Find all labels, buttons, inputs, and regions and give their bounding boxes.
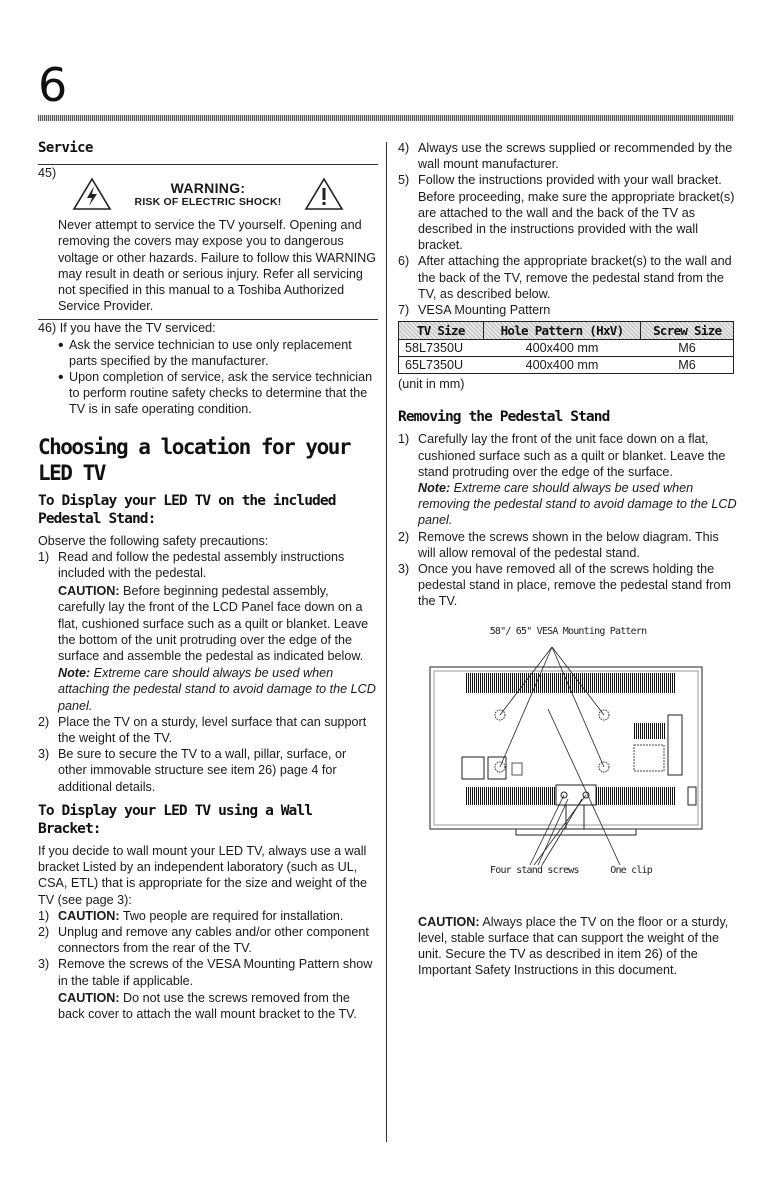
remove-steps — [398, 431, 738, 609]
pedestal-note — [58, 665, 378, 714]
step-text: Unplug and remove any cables and/or other component connectors from the rear of the TV. — [58, 924, 369, 956]
wall-steps — [38, 908, 378, 1022]
wall-intro: If you decide to wall mount your LED TV, always use a wall bracket Listed by an independent laboratory (such as UL, CSA, ETL) that is appropriate for the size and weight of the TV (see page 3): — [38, 843, 368, 907]
remove-step-3 — [398, 561, 738, 610]
step-text — [58, 908, 378, 924]
warning-subtitle: RISK OF ELECTRIC SHOCK! — [134, 196, 282, 209]
step-number: 2) — [398, 529, 410, 544]
vesa-diagram — [398, 626, 738, 896]
wall-step-4 — [398, 140, 738, 172]
step-number: 3) — [38, 747, 50, 762]
step-text: Place the TV on a sturdy, level surface that can support the weight of the TV. — [58, 714, 367, 746]
left-column — [38, 140, 378, 1022]
electric-shock-warning-icon — [72, 177, 112, 211]
step-number: 6) — [398, 254, 410, 269]
service-bullet-1 — [38, 337, 378, 369]
step-text: Follow the instructions provided with your wall bracket. Before proceeding, make sure the appropriate bracket(s) are attached to the wall and the back of the TV as described in the instructions provided with the wall bracket. — [418, 173, 735, 253]
step-number: 4) — [398, 141, 410, 155]
table-row — [399, 357, 734, 374]
warning-box — [38, 177, 378, 211]
page-number: 6 — [38, 58, 68, 112]
caution-text: Before beginning pedestal assembly, carefully lay the front of the LCD Panel face down on a flat, cushioned surface such as a quilt or blanket. Leave the bottom of the unit protruding over the edge of the surface and assemble the pedestal as indicated below. — [58, 584, 369, 664]
caution-label: CAUTION: — [418, 914, 480, 929]
wall-bracket-heading: To Display your LED TV using a Wall Bracket: — [38, 802, 313, 837]
note-label: Note: — [58, 666, 91, 681]
bullet-text: Upon completion of service, ask the service technician to perform routine safety checks to determine that the TV is in safe operating condition. — [69, 370, 373, 417]
step-number: 1) — [38, 549, 50, 564]
step-number: 2) — [38, 714, 50, 729]
warning-title: WARNING: — [170, 180, 246, 197]
step-text: Remove the screws of the VESA Mounting Pattern show in the table if applicable. — [58, 957, 373, 988]
remove-pedestal-heading: Removing the Pedestal Stand — [398, 409, 610, 426]
step-number: 3) — [38, 957, 50, 972]
wall-step-7 — [398, 302, 738, 318]
label-stand-screws: Four stand screws — [490, 864, 579, 876]
step-text: Remove the screws shown in the below diagram. This will allow removal of the pedestal stand. — [418, 529, 719, 560]
tv-back-diagram — [398, 639, 738, 869]
caution-label: CAUTION: — [58, 990, 120, 1005]
step-text: After attaching the appropriate bracket(s) to the wall and the back of the TV, remove the pedestal stand from the TV, as described below. — [418, 254, 732, 301]
label-clip: One clip — [610, 864, 652, 876]
step-text: Always use the screws supplied or recommended by the wall mount manufacturer. — [418, 141, 733, 172]
warning-body: Never attempt to service the TV yourself. Opening and removing the covers may expose you to dangerous voltage or other hazards. Failure to follow this WARNING may result in death or serious injury. Refer all servicing not specified in this manual to a Toshiba Authorized Service Provider. — [58, 218, 376, 314]
item-46: 46) If you have the TV serviced: — [38, 321, 216, 336]
bullet-dot: • — [58, 336, 64, 354]
step-text: Read and follow the pedestal assembly instructions included with the pedestal. — [58, 549, 345, 581]
location-heading: Choosing a location for your LED TV — [38, 434, 351, 485]
step-number: 5) — [398, 173, 410, 188]
remove-note — [418, 480, 738, 529]
step-number: 1) — [38, 908, 50, 923]
table-cell: M6 — [641, 340, 734, 357]
vesa-table-header — [399, 322, 734, 340]
note-text: Extreme care should always be used when removing the pedestal stand to avoid damage to the LCD panel. — [418, 481, 737, 528]
caution-text: Two people are required for installation. — [119, 908, 344, 923]
wall-step-3 — [38, 956, 378, 1022]
caution-label: CAUTION: — [58, 584, 120, 599]
pedestal-intro: Observe the following safety precautions: — [38, 533, 269, 548]
wall-caution — [58, 990, 378, 1022]
remove-step-2 — [398, 529, 738, 561]
right-column — [398, 140, 738, 978]
wall-steps-continued — [398, 140, 738, 318]
bullet-dot: • — [58, 369, 64, 387]
caution-text: Always place the TV on the floor or a sturdy, level, stable surface that can support the weight of the unit. Secure the TV as described in item 26) of the Important Safety Instructions in this document. — [418, 914, 729, 978]
remove-step-1 — [398, 431, 738, 528]
table-row — [399, 340, 734, 357]
diagram-title: 58"/ 65" VESA Mounting Pattern — [489, 625, 647, 637]
diagram-labels — [398, 865, 738, 876]
final-caution — [398, 914, 738, 979]
warning-text — [135, 180, 282, 208]
table-cell: 400x400 mm — [483, 357, 641, 374]
pedestal-step-1 — [38, 549, 378, 714]
table-cell: 58L7350U — [399, 340, 484, 357]
vesa-table — [398, 321, 734, 374]
step-number: 7) — [398, 303, 410, 318]
note-label: Note: — [418, 481, 451, 496]
step-text: Once you have removed all of the screws holding the pedestal stand in place, remove the pedestal stand from the TV. — [418, 562, 731, 609]
table-cell: M6 — [641, 357, 734, 374]
pedestal-step-3 — [38, 746, 378, 795]
table-cell: 65L7350U — [399, 357, 484, 374]
step-number: 3) — [398, 562, 410, 577]
wall-step-1 — [38, 908, 378, 924]
pedestal-heading: To Display your LED TV on the included Pedestal Stand: — [38, 492, 336, 527]
column-header: TV Size — [399, 322, 484, 340]
pedestal-steps — [38, 549, 378, 795]
service-bullet-2 — [38, 369, 378, 418]
caution-label: CAUTION: — [58, 908, 120, 923]
note-text: Extreme care should always be used when attaching the pedestal stand to avoid damage to the LCD panel. — [58, 666, 376, 713]
table-cell: 400x400 mm — [483, 340, 641, 357]
pedestal-caution — [58, 583, 378, 664]
item-45-number: 45) — [38, 166, 57, 180]
step-number: 1) — [398, 432, 410, 447]
unit-note: (unit in mm) — [398, 377, 465, 392]
step-number: 2) — [38, 924, 50, 939]
column-header: Screw Size — [641, 322, 734, 340]
bullet-text: Ask the service technician to use only replacement parts specified by the manufacturer. — [69, 337, 352, 368]
header-band — [38, 115, 734, 121]
wall-step-6 — [398, 253, 738, 302]
exclamation-warning-icon — [304, 177, 344, 211]
pedestal-step-2 — [38, 714, 378, 746]
service-heading: Service — [38, 140, 93, 156]
column-divider — [386, 142, 387, 1142]
step-text: VESA Mounting Pattern — [418, 303, 551, 318]
wall-step-5 — [398, 172, 738, 253]
caution-text: Do not use the screws removed from the back cover to attach the wall mount bracket to the TV. — [58, 990, 357, 1021]
step-text: Carefully lay the front of the unit face down on a flat, cushioned surface such as a quilt or blanket. Leave the stand protruding over the edge of the surface. — [418, 432, 726, 479]
wall-step-2 — [38, 924, 378, 956]
step-text: Be sure to secure the TV to a wall, pillar, surface, or other immovable structure see item 26) page 4 for additional details. — [58, 747, 347, 794]
column-header: Hole Pattern (HxV) — [483, 322, 641, 340]
